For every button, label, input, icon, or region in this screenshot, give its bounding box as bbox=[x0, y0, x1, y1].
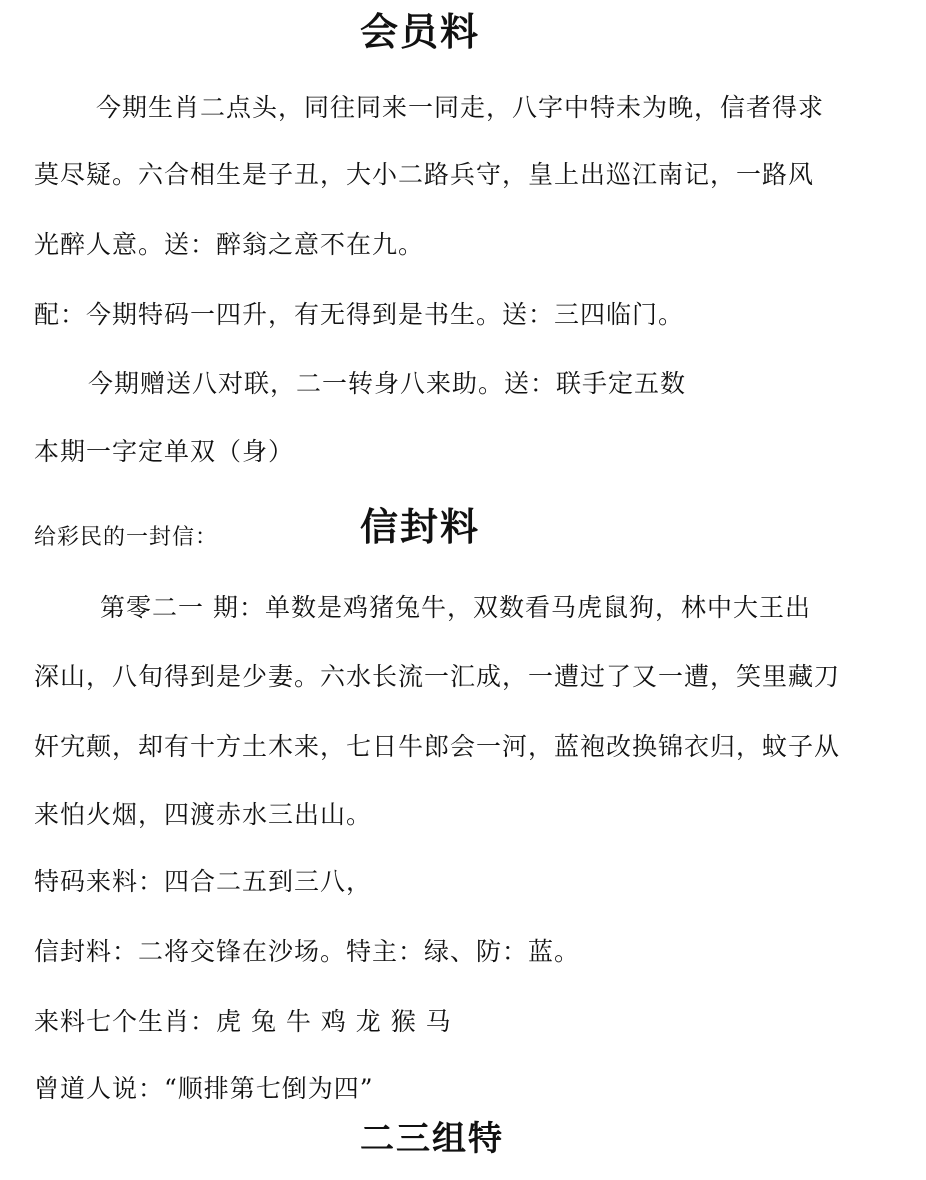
letter-section-title: 信封料 bbox=[360, 504, 481, 549]
letter-line-3: 奸宄颠，却有十方土木来，七日牛郎会一河，蓝袍改换锦衣归，蚊子从 bbox=[34, 732, 841, 761]
member-line-1: 今期生肖二点头，同往同来一同走，八字中特未为晚，信者得求 bbox=[96, 93, 825, 122]
member-line-6: 本期一字定单双（身） bbox=[34, 437, 295, 466]
letter-line-7: 来料七个生肖：虎 兔 牛 鸡 龙 猴 马 bbox=[34, 1007, 452, 1036]
letter-line-8: 曾道人说：“顺排第七倒为四” bbox=[34, 1074, 374, 1103]
letter-line-4: 来怕火烟，四渡赤水三出山。 bbox=[34, 800, 373, 829]
member-section-title: 会员料 bbox=[360, 9, 481, 54]
member-line-5: 今期赠送八对联，二一转身八来助。送：联手定五数 bbox=[88, 369, 687, 398]
member-line-2: 莫尽疑。六合相生是子丑，大小二路兵守，皇上出巡江南记，一路风 bbox=[34, 160, 815, 189]
letter-line-2: 深山，八旬得到是少妻。六水长流一汇成，一遭过了又一遭，笑里藏刀 bbox=[34, 662, 841, 691]
bottom-section-title: 二三组特 bbox=[360, 1119, 504, 1159]
letter-line-1: 第零二一 期：单数是鸡猪兔牛，双数看马虎鼠狗，林中大王出 bbox=[100, 593, 811, 622]
letter-line-5: 特码来料：四合二五到三八， bbox=[34, 867, 373, 896]
letter-line-6: 信封料：二将交锋在沙场。特主：绿、防：蓝。 bbox=[34, 937, 581, 966]
member-line-3: 光醉人意。送：醉翁之意不在九。 bbox=[34, 230, 425, 259]
member-line-4: 配：今期特码一四升，有无得到是书生。送：三四临门。 bbox=[34, 300, 685, 329]
letter-intro: 给彩民的一封信： bbox=[34, 525, 219, 550]
